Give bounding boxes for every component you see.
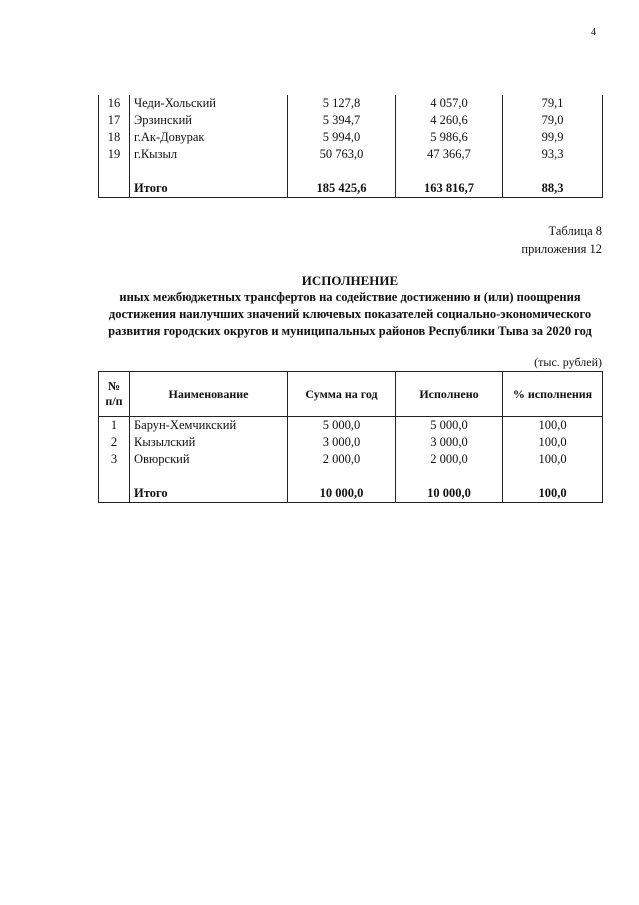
row-name: Эрзинский bbox=[130, 112, 288, 129]
total-pct: 88,3 bbox=[503, 180, 603, 198]
table-row bbox=[99, 146, 603, 163]
row-name: г.Кызыл bbox=[130, 146, 288, 163]
table-row bbox=[99, 417, 603, 435]
row-number: 1 bbox=[99, 417, 130, 435]
row-done: 4 057,0 bbox=[396, 95, 503, 112]
row-plan: 5 000,0 bbox=[288, 417, 396, 435]
row-name: Кызылский bbox=[130, 434, 288, 451]
row-plan: 5 994,0 bbox=[288, 129, 396, 146]
row-name: г.Ак-Довурак bbox=[130, 129, 288, 146]
row-plan: 3 000,0 bbox=[288, 434, 396, 451]
table-8 bbox=[98, 371, 603, 503]
row-plan: 5 394,7 bbox=[288, 112, 396, 129]
table-row bbox=[99, 434, 603, 451]
table-row bbox=[99, 451, 603, 468]
page-number: 4 bbox=[591, 27, 596, 38]
row-done: 47 366,7 bbox=[396, 146, 503, 163]
table-header-row bbox=[99, 372, 603, 417]
total-row bbox=[99, 485, 603, 503]
row-done: 5 000,0 bbox=[396, 417, 503, 435]
row-pct: 93,3 bbox=[503, 146, 603, 163]
subtitle-line: иных межбюджетных трансфертов на содействие достижению и (или) поощрения bbox=[119, 290, 581, 304]
row-pct: 79,0 bbox=[503, 112, 603, 129]
table-row bbox=[99, 112, 603, 129]
row-name: Барун-Хемчикский bbox=[130, 417, 288, 435]
table-row bbox=[99, 129, 603, 146]
table-caption-appendix: приложения 12 bbox=[521, 242, 602, 256]
subtitle-line: достижения наилучших значений ключевых показателей социально-экономического bbox=[108, 307, 592, 321]
table-spacer-row bbox=[99, 163, 603, 180]
header-name: Наименование bbox=[130, 372, 288, 417]
row-plan: 2 000,0 bbox=[288, 451, 396, 468]
header-pct: % исполнения bbox=[503, 372, 603, 417]
row-done: 2 000,0 bbox=[396, 451, 503, 468]
row-number: 16 bbox=[99, 95, 130, 112]
total-plan: 185 425,6 bbox=[288, 180, 396, 198]
units-label: (тыс. рублей) bbox=[534, 355, 602, 369]
subtitle-line: развития городских округов и муниципальных районов Республики Тыва за 2020 год bbox=[108, 324, 592, 338]
total-done: 10 000,0 bbox=[396, 485, 503, 503]
row-pct: 100,0 bbox=[503, 451, 603, 468]
total-label: Итого bbox=[130, 485, 288, 503]
row-plan: 50 763,0 bbox=[288, 146, 396, 163]
row-number: 17 bbox=[99, 112, 130, 129]
total-plan: 10 000,0 bbox=[288, 485, 396, 503]
document-subtitle bbox=[80, 289, 620, 340]
row-number: 3 bbox=[99, 451, 130, 468]
row-name: Овюрский bbox=[130, 451, 288, 468]
total-done: 163 816,7 bbox=[396, 180, 503, 198]
row-number: 19 bbox=[99, 146, 130, 163]
header-done: Исполнено bbox=[396, 372, 503, 417]
document-title: ИСПОЛНЕНИЕ bbox=[301, 273, 399, 288]
table-spacer-row bbox=[99, 468, 603, 485]
row-pct: 99,9 bbox=[503, 129, 603, 146]
row-number: 18 bbox=[99, 129, 130, 146]
row-pct: 100,0 bbox=[503, 434, 603, 451]
row-done: 5 986,6 bbox=[396, 129, 503, 146]
row-name: Чеди-Хольский bbox=[130, 95, 288, 112]
header-plan: Сумма на год bbox=[288, 372, 396, 417]
row-pct: 100,0 bbox=[503, 417, 603, 435]
table-caption-label: Таблица 8 bbox=[548, 224, 602, 238]
table-1-continuation bbox=[98, 95, 603, 198]
row-plan: 5 127,8 bbox=[288, 95, 396, 112]
row-done: 4 260,6 bbox=[396, 112, 503, 129]
total-row bbox=[99, 180, 603, 198]
header-num: № п/п bbox=[99, 372, 130, 417]
total-pct: 100,0 bbox=[503, 485, 603, 503]
row-done: 3 000,0 bbox=[396, 434, 503, 451]
table-row bbox=[99, 95, 603, 112]
row-pct: 79,1 bbox=[503, 95, 603, 112]
row-number: 2 bbox=[99, 434, 130, 451]
total-label: Итого bbox=[130, 180, 288, 198]
